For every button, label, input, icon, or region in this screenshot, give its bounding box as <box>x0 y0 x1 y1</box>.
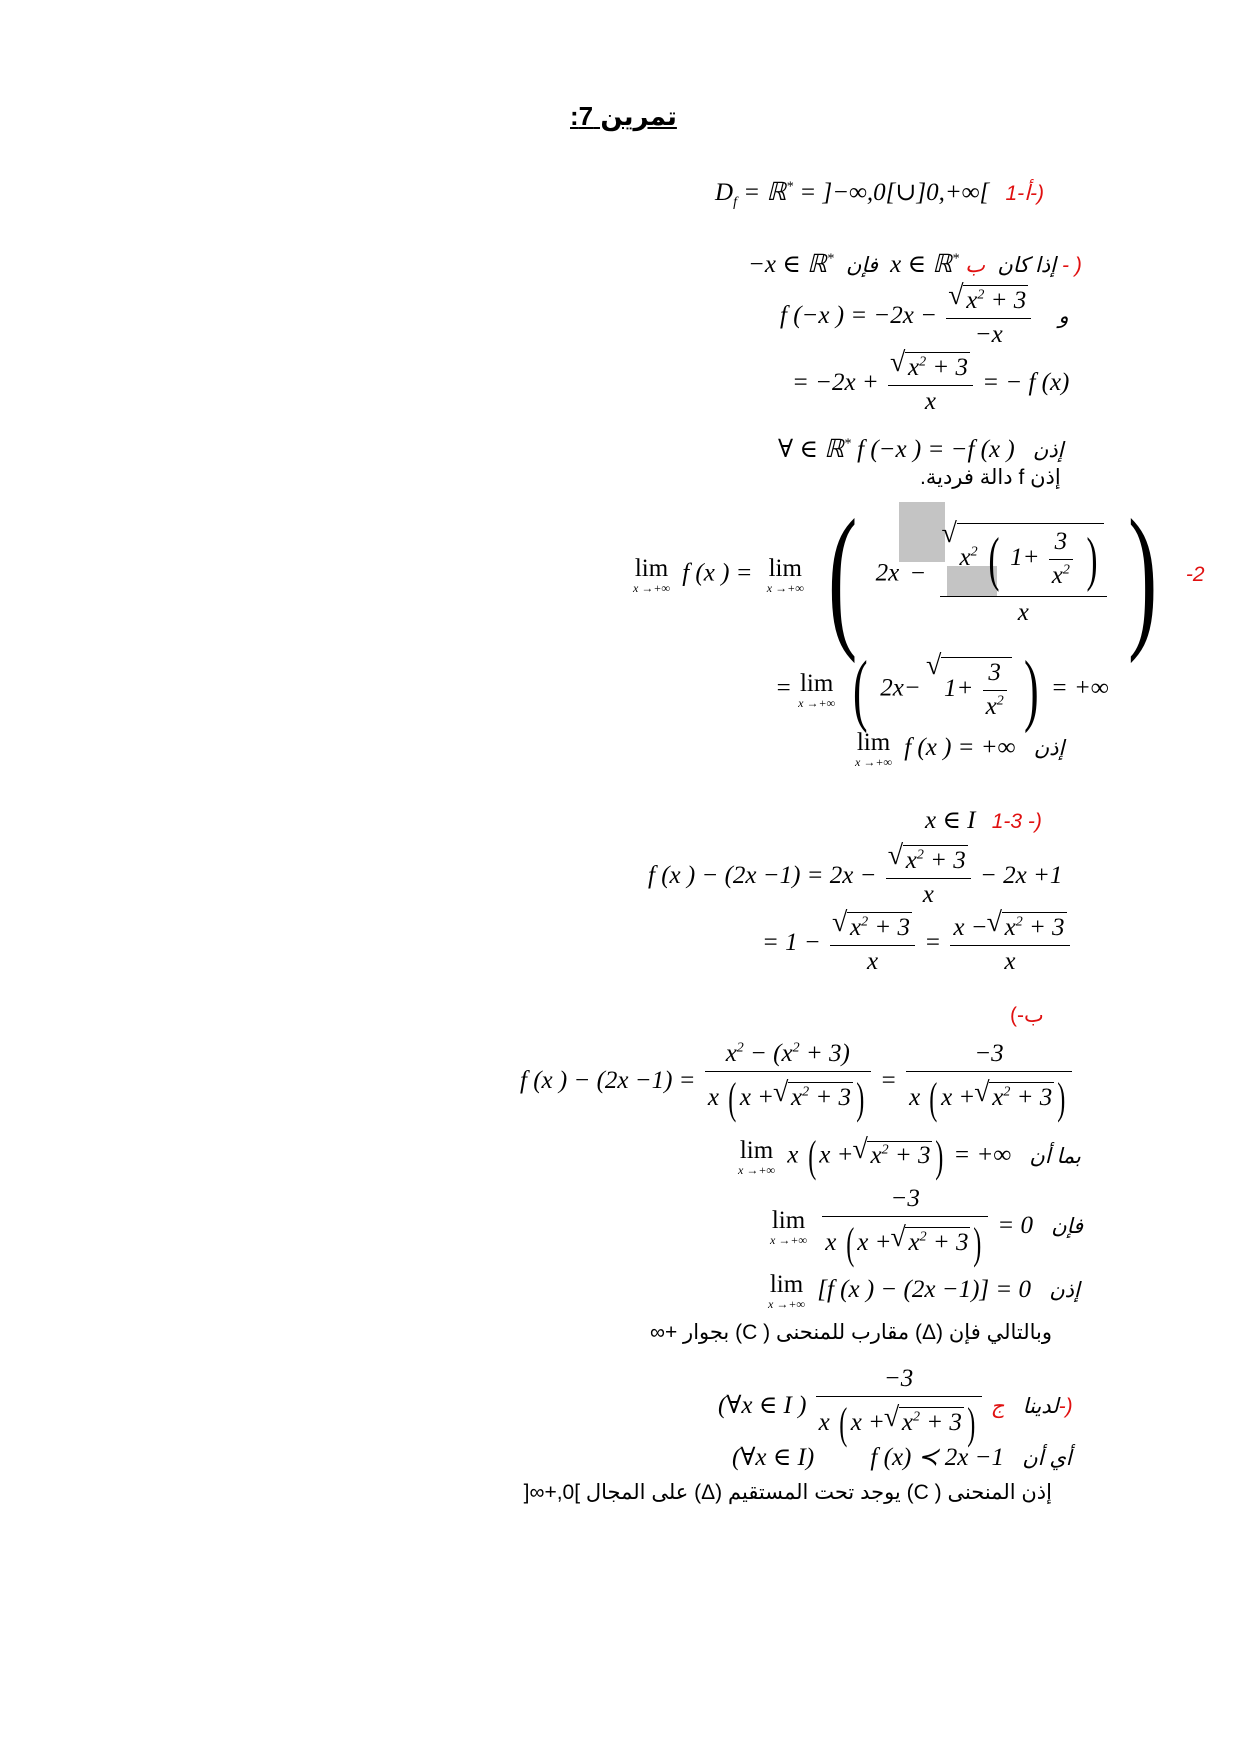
limit-rhs: = +∞ <box>1050 674 1109 702</box>
domain-formula: $D_f$ = ℝ* = ]−∞,0[∪]0,+∞[ <box>715 179 990 210</box>
sqrt-x2-plus-3: √ $x^2 + 3$ <box>905 352 970 383</box>
fraction-sqrt-over-neg-x <box>946 285 1031 350</box>
fraction-sqrt-over-x: √ $\frac{x^2 + 3}{x}$ <box>830 912 915 977</box>
lim-operator: lim x →+∞ <box>855 729 892 770</box>
limit-line-1: lim x →+∞ f (x ) = lim x →+∞ ( 2x − √ $x^2$ ( 1+ $\frac{3}{x^2}$ ) x ) -2 <box>633 495 1205 655</box>
lim-operator: lim x →+∞ <box>768 1271 805 1312</box>
inner-x2: $x^2$ <box>959 543 978 571</box>
odd-formula-line <box>778 437 1064 462</box>
fraction-neg3: $\frac{-3}{x ( x +√ x^2 + 3 )}$ <box>816 1365 982 1449</box>
fraction-x-minus-sqrt-over-x: $\frac{x -√ x^2 + 3}{x}$ <box>950 912 1069 977</box>
have-text: لدينا <box>1022 1394 1059 1418</box>
have-line <box>718 1365 1073 1449</box>
since-line: lim x →+∞ x ( x +√ $x^2 + 3$ ) = +∞ بما أن <box>738 1135 1081 1179</box>
label-3b: ب-) <box>1010 1004 1044 1027</box>
den-neg-x: −x <box>974 320 1003 348</box>
label-2: -2 <box>1185 562 1205 586</box>
inequality-line <box>732 1445 1072 1470</box>
conj-lhs: f (x ) − (2x −1) = <box>520 1066 696 1094</box>
diff-rhs: − 2x +1 <box>980 861 1063 889</box>
thus-limit-line <box>768 1272 1080 1311</box>
lim-operator: lim x →+∞ <box>798 669 836 710</box>
fraction-conjugate-1: $\frac{x^2 - (x^2 + 3)}{x ( x +√ x^2 + 3 )}$ <box>705 1040 871 1124</box>
then-text: فإن <box>846 254 878 277</box>
exercise-title: تمرين 7: <box>570 101 677 131</box>
so-line <box>770 1185 1083 1269</box>
lim-operator: lim x →+∞ <box>766 554 804 595</box>
eq2-rhs: = − f (x) <box>982 368 1070 396</box>
eq2-lhs: = −2x + <box>792 368 879 396</box>
cond-line <box>925 808 1042 833</box>
two-x-minus: 2x− <box>880 674 921 702</box>
three-over-x2: $\frac{3}{x^2}$ <box>1049 528 1073 591</box>
condition-x: x ∈ ℝ* <box>890 251 960 278</box>
inequality: f (x) ≺ 2x −1 <box>870 1444 1005 1471</box>
so-rhs: = 0 <box>997 1211 1033 1239</box>
lim-operator: lim x →+∞ <box>738 1136 775 1177</box>
conj-eq: = <box>879 1066 897 1094</box>
eq1-lhs: f (−x ) = −2x − <box>780 301 938 329</box>
domain-line <box>715 179 1045 210</box>
if-text: إذا كان <box>997 254 1057 277</box>
limit-result: f (x ) = +∞ <box>904 734 1016 762</box>
label-3c: ج-) <box>990 1394 1073 1418</box>
label-3-1: 1-3 -) <box>991 810 1042 833</box>
final-statement: إذن المنحنى ( C) يوجد تحت المستقيم (Δ) على المجال ]0,+∞[ <box>523 1481 1052 1504</box>
sqrt-1-plus-3-over-x2: √ 1+ $\frac{3}{x^2}$ <box>941 657 1012 722</box>
since-text: بما أن <box>1029 1144 1081 1168</box>
f-neg-x-line <box>780 285 1069 350</box>
den-x: x <box>924 387 937 415</box>
limit-line-2: = lim x →+∞ ( 2x− √ 1+ $\frac{3}{x^2}$ ) = +∞ <box>775 650 1109 730</box>
diff2-eq: = <box>924 928 942 956</box>
condition-neg-x: −x ∈ ℝ* <box>748 251 834 278</box>
parity-condition <box>748 252 1082 277</box>
limit-eq: = <box>775 674 792 702</box>
diff2-lhs: = 1 − <box>762 928 821 956</box>
diff-lhs: f (x ) − (2x −1) = 2x − <box>648 861 877 889</box>
fraction-factored: √ $x^2$ ( 1+ $\frac{3}{x^2}$ ) x <box>940 523 1108 628</box>
thus-text: إذن <box>1033 737 1065 761</box>
lim-operator: lim x →+∞ <box>633 554 670 595</box>
label-1a: 1-أ-) <box>1005 182 1045 205</box>
so-text: فإن <box>1051 1214 1084 1238</box>
lim-operator: lim x →+∞ <box>770 1206 807 1247</box>
diff-line-1 <box>648 845 1062 910</box>
fraction-sqrt-over-x: √ $\frac{x^2 + 3}{x}$ <box>886 845 971 910</box>
fraction-limit: $\frac{-3}{x ( x +√ x^2 + 3 )}$ <box>822 1185 988 1269</box>
thus-text: إذن <box>1049 1279 1080 1303</box>
two-x: 2x <box>875 559 900 587</box>
odd-formula: ∀ ∈ ℝ* f (−x ) = −f (x ) <box>778 436 1015 463</box>
minus-sign: − <box>909 559 927 587</box>
thus-expr: [f (x ) − (2x −1)] = 0 <box>817 1276 1031 1304</box>
fraction-conjugate-2: $\frac{-3}{x ( x +√ x^2 + 3 )}$ <box>906 1040 1072 1124</box>
fraction-sqrt-over-x <box>888 352 973 417</box>
limit-lhs: f (x ) = <box>682 559 753 587</box>
diff-conjugate-line <box>520 1040 1075 1124</box>
f-neg-x-line-2 <box>792 352 1069 417</box>
sqrt-x2-plus-3: √ $x^2 + 3$ <box>963 285 1028 316</box>
means-text: أي أن <box>1022 1447 1072 1470</box>
since-rhs: = +∞ <box>953 1141 1012 1169</box>
limit-result-line <box>855 730 1064 769</box>
x-in-I: x ∈ I <box>925 807 976 834</box>
and-text: و <box>1058 304 1069 328</box>
odd-conclusion: إذن f دالة فردية. <box>920 466 1061 489</box>
diff-line-2 <box>762 912 1073 977</box>
label-1b: ب- ) <box>965 254 1082 277</box>
asymptote-statement: وبالتالي فإن (Δ) مقارب للمنحنى ( C) بجوار +∞ <box>649 1321 1052 1344</box>
forall-x-in-I: (∀x ∈ I ) <box>718 1391 807 1419</box>
one-plus: 1+ <box>1010 543 1040 571</box>
thus-text: إذن <box>1032 439 1064 462</box>
den-x: x <box>1017 598 1029 626</box>
forall-2: (∀x ∈ I) <box>732 1444 815 1471</box>
